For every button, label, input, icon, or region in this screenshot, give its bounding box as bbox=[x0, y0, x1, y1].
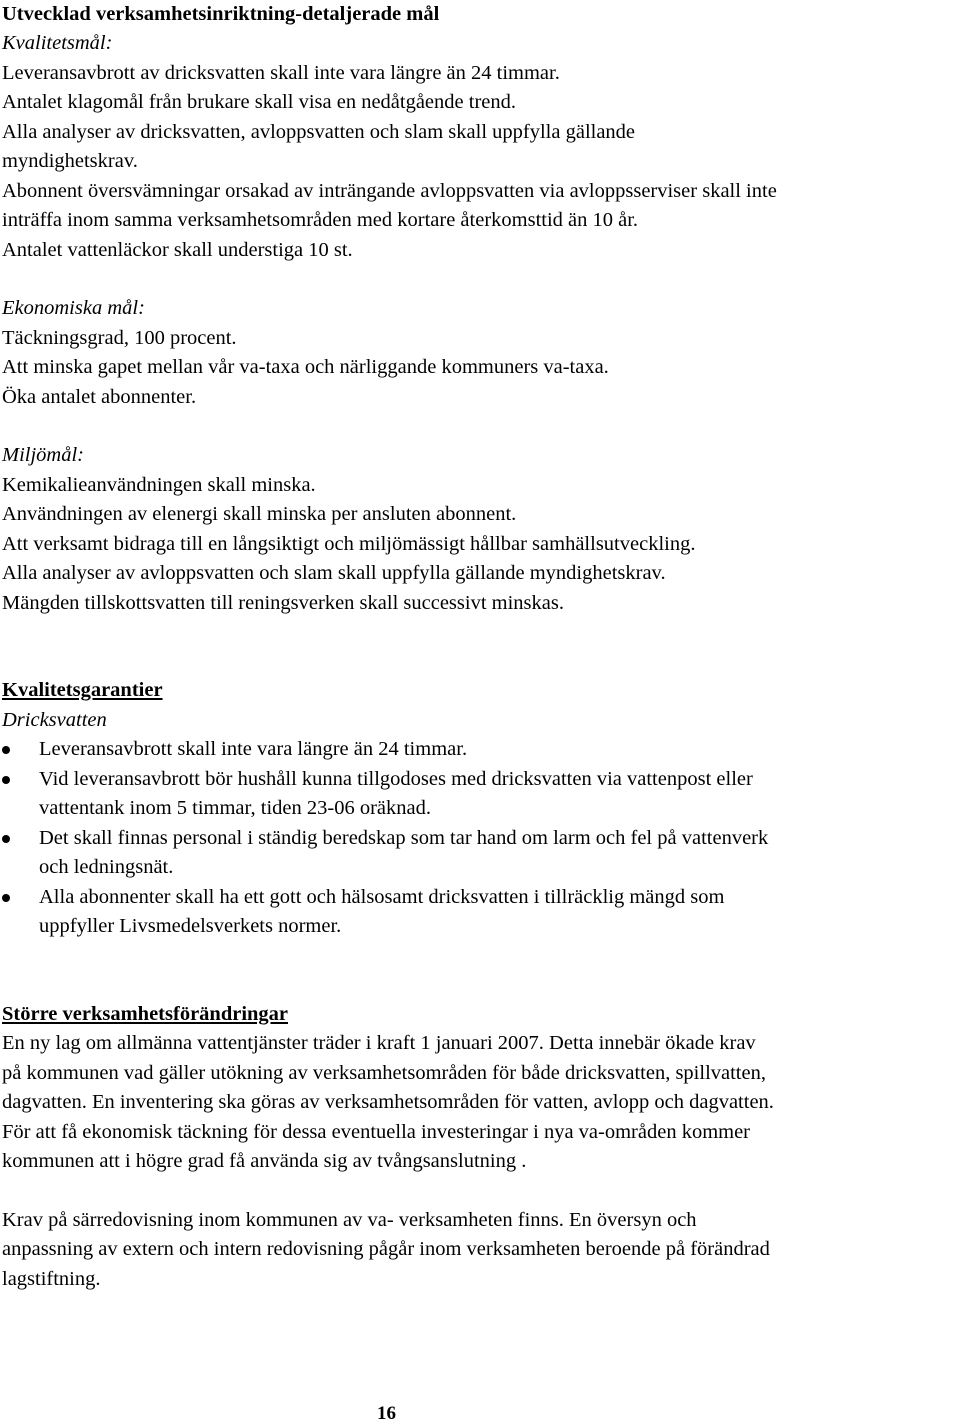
environmental-goal-line: Alla analyser av avloppsvatten och slam skall uppfylla gällande myndighetskrav. bbox=[2, 562, 666, 584]
guarantee-list bbox=[2, 735, 954, 942]
economic-goal-line: Täckningsgrad, 100 procent. bbox=[2, 326, 237, 349]
list-item bbox=[2, 765, 954, 824]
economic-goals-heading: Ekonomiska mål: bbox=[2, 297, 145, 319]
spacer bbox=[2, 971, 954, 1000]
spacer bbox=[2, 647, 954, 676]
guarantees-heading: Kvalitetsgarantier bbox=[2, 679, 163, 701]
quality-goal-line: Antalet klagomål från brukare skall visa en nedåtgående trend. bbox=[2, 91, 517, 113]
environmental-goals-heading: Miljömål: bbox=[2, 444, 84, 466]
drinking-water-subheading: Dricksvatten bbox=[2, 708, 107, 731]
list-item-text: och ledningsnät. bbox=[39, 856, 174, 878]
spacer bbox=[2, 1177, 954, 1206]
list-item-text: Leveransavbrott skall inte vara längre än 24 timmar. bbox=[39, 738, 468, 760]
quality-goals-heading: Kvalitetsmål: bbox=[2, 32, 113, 54]
paragraph-line: anpassning av extern och intern redovisning pågår inom verksamheten beroende på förändrad bbox=[2, 1238, 770, 1260]
quality-goal-line: inträffa inom samma verksamhetsområden med kortare återkomsttid än 10 år. bbox=[2, 209, 639, 231]
paragraph-line: kommunen att i högre grad få använda sig av tvångsanslutning . bbox=[2, 1150, 527, 1172]
changes-heading: Större verksamhetsförändringar bbox=[2, 1002, 289, 1025]
environmental-goal-line: Användningen av elenergi skall minska per ansluten abonnent. bbox=[2, 503, 517, 525]
changes-paragraph bbox=[2, 1029, 954, 1177]
bullet-icon bbox=[2, 776, 10, 784]
paragraph-line: lagstiftning. bbox=[2, 1267, 101, 1290]
paragraph-line: på kommunen vad gäller utökning av verksamhetsområden för både dricksvatten, spillvatten, bbox=[2, 1061, 766, 1084]
list-item-text: Vid leveransavbrott bör hushåll kunna tillgodoses med dricksvatten via vattenpost eller bbox=[39, 767, 753, 790]
changes-paragraph bbox=[2, 1206, 954, 1295]
paragraph-line: Krav på särredovisning inom kommunen av va- verksamheten finns. En översyn och bbox=[2, 1208, 697, 1231]
bullet-icon bbox=[2, 835, 10, 843]
spacer bbox=[2, 265, 954, 294]
quality-goal-line: Alla analyser av dricksvatten, avloppsvatten och slam skall uppfylla gällande bbox=[2, 120, 636, 143]
page-title: Utvecklad verksamhetsinriktning-detaljerade mål bbox=[2, 3, 440, 25]
quality-goal-line: Abonnent översvämningar orsakad av inträngande avloppsvatten via avloppsserviser skall inte bbox=[2, 179, 777, 202]
paragraph-line: dagvatten. En inventering ska göras av verksamhetsområden för vatten, avlopp och dagvatten. bbox=[2, 1091, 774, 1113]
quality-goal-line: myndighetskrav. bbox=[2, 150, 138, 172]
quality-goal-line: Leveransavbrott av dricksvatten skall inte vara längre än 24 timmar. bbox=[2, 61, 560, 84]
environmental-goal-line: Att verksamt bidraga till en långsiktigt och miljömässigt hållbar samhällsutveckling. bbox=[2, 532, 696, 555]
page-number: 16 bbox=[377, 1403, 396, 1424]
list-item bbox=[2, 824, 954, 883]
list-item-text: Alla abonnenter skall ha ett gott och hälsosamt dricksvatten i tillräcklig mängd som bbox=[39, 885, 725, 908]
list-item-text: Det skall finnas personal i ständig beredskap som tar hand om larm och fel på vattenverk bbox=[39, 826, 769, 849]
economic-goal-line: Att minska gapet mellan vår va-taxa och närliggande kommuners va-taxa. bbox=[2, 356, 609, 378]
paragraph-line: En ny lag om allmänna vattentjänster träder i kraft 1 januari 2007. Detta innebär ökade krav bbox=[2, 1032, 756, 1054]
spacer bbox=[2, 618, 954, 647]
list-item bbox=[2, 883, 954, 942]
spacer bbox=[2, 942, 954, 971]
economic-goal-line: Öka antalet abonnenter. bbox=[2, 385, 197, 408]
list-item bbox=[2, 735, 954, 765]
environmental-goal-line: Mängden tillskottsvatten till reningsverken skall successivt minskas. bbox=[2, 591, 564, 614]
environmental-goal-line: Kemikalieanvändningen skall minska. bbox=[2, 473, 316, 496]
paragraph-line: För att få ekonomisk täckning för dessa eventuella investeringar i nya va-områden kommer bbox=[2, 1120, 751, 1143]
list-item-text: vattentank inom 5 timmar, tiden 23-06 oräknad. bbox=[39, 797, 432, 819]
bullet-icon bbox=[2, 746, 10, 754]
bullet-icon bbox=[2, 894, 10, 902]
list-item-text: uppfyller Livsmedelsverkets normer. bbox=[39, 915, 342, 937]
spacer bbox=[2, 412, 954, 441]
quality-goal-line: Antalet vattenläckor skall understiga 10 st. bbox=[2, 238, 353, 261]
